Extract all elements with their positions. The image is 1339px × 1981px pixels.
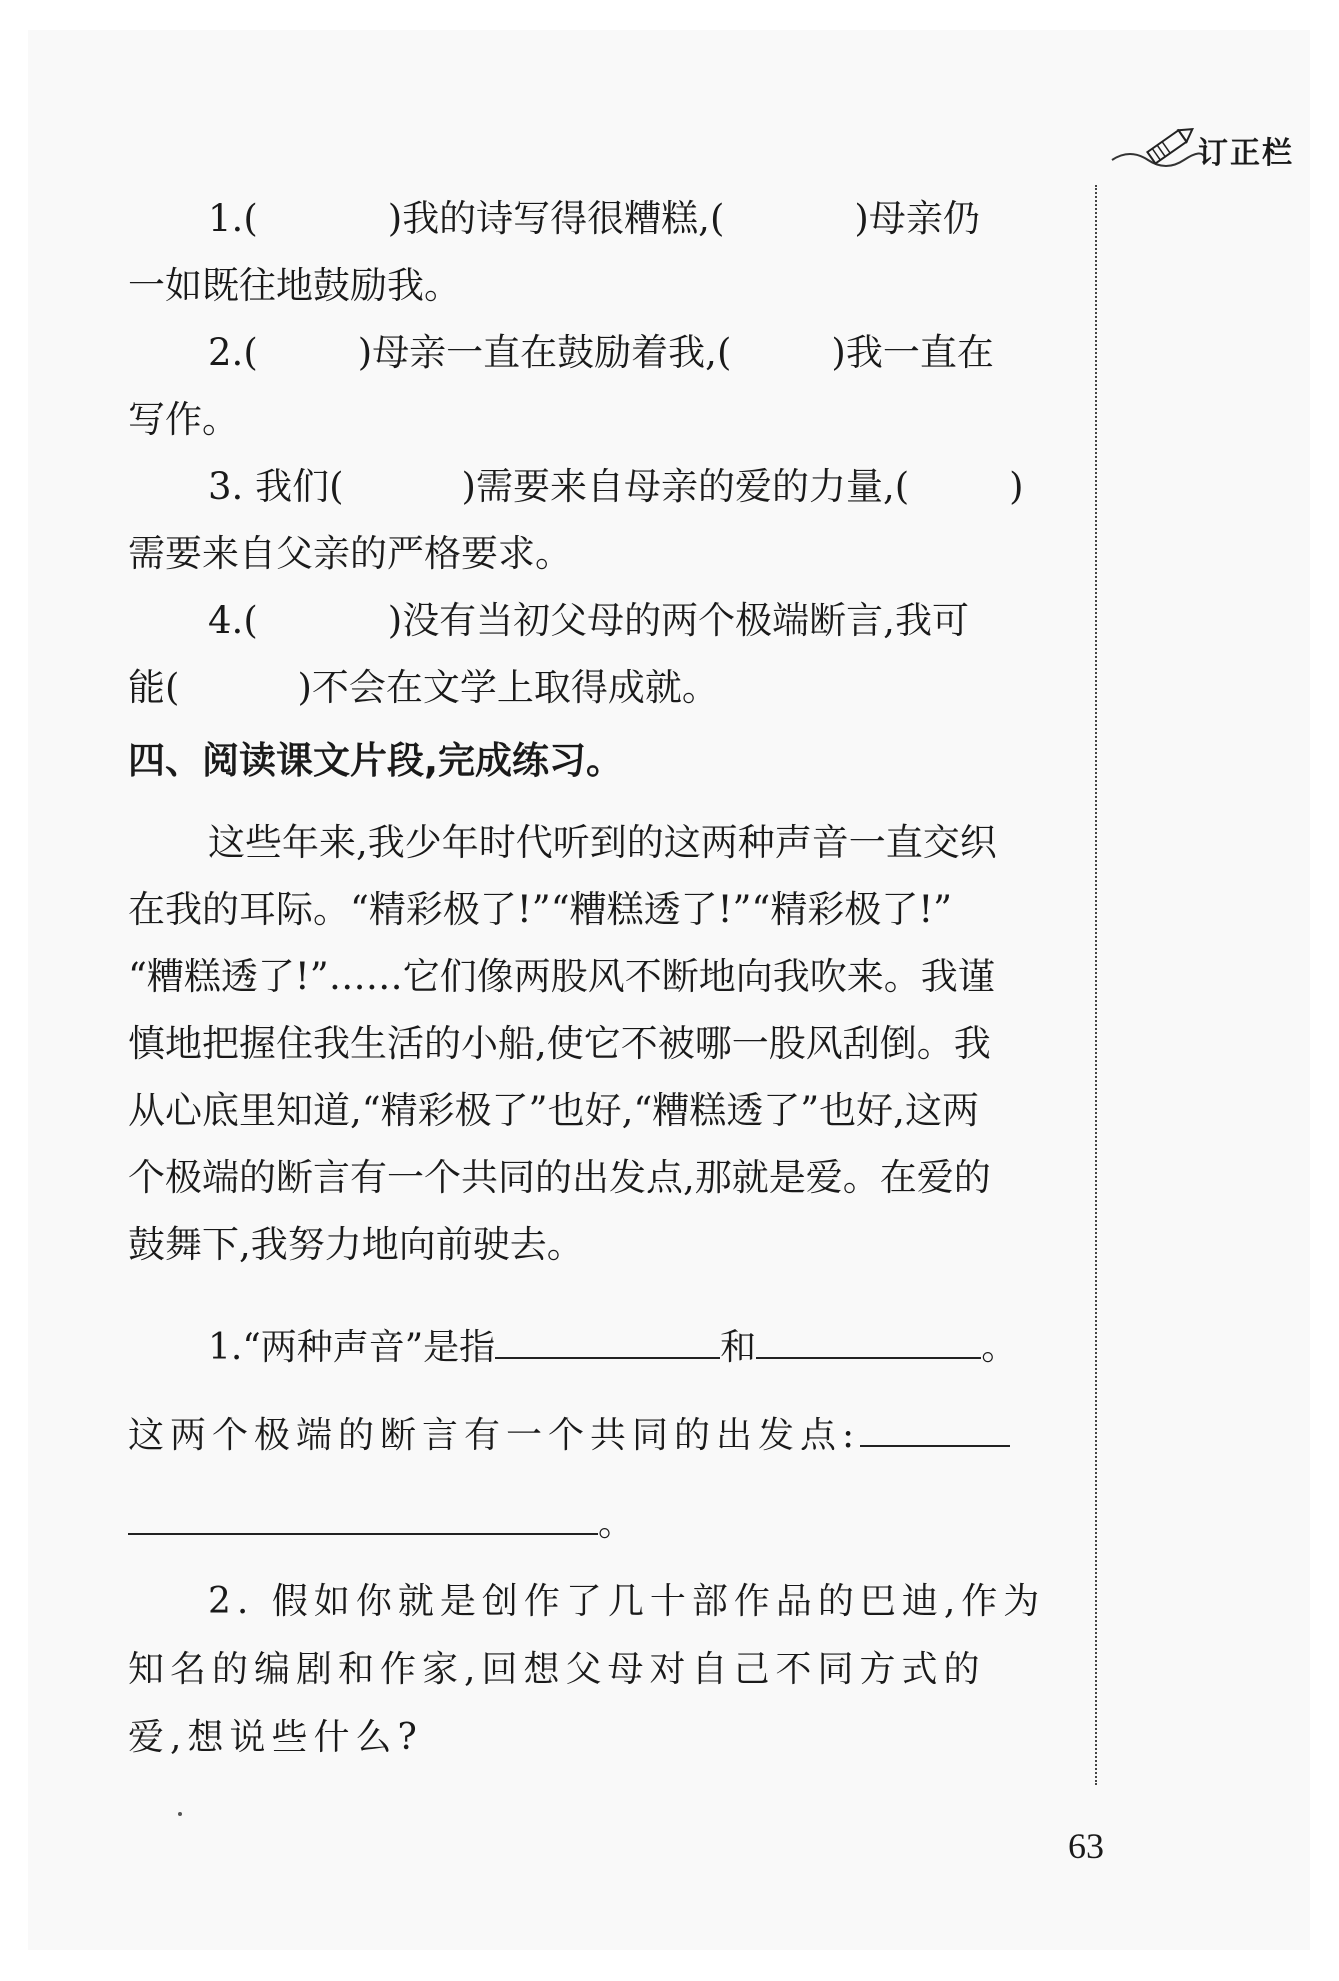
item-text: 能( <box>128 666 180 709</box>
question-2-line3: 爱,想说些什么? <box>128 1717 423 1758</box>
item-text: 不会在文学上取得成就。 <box>311 666 719 709</box>
item-text: 我一直在 <box>845 331 994 374</box>
paren-close: ) <box>1009 465 1024 508</box>
page-content <box>128 185 1078 1772</box>
item-number: 3. <box>208 465 244 508</box>
correction-column-header <box>1110 118 1320 178</box>
item-text: 我的诗写得很糟糕, <box>402 197 710 240</box>
fill-item-4 <box>128 587 1078 654</box>
passage-line: “糟糕透了!”……它们像两股风不断地向我吹来。我谨 <box>128 955 995 998</box>
question-text: “两种声音”是指 <box>242 1327 496 1368</box>
paren-close: ) <box>387 197 403 240</box>
fill-item-1-cont: 一如既往地鼓励我。 <box>128 264 461 307</box>
paren-close: ) <box>831 331 846 374</box>
page-number: 63 <box>1068 1826 1104 1866</box>
fill-item-2-cont: 写作。 <box>128 398 239 441</box>
fill-item-1 <box>128 185 1078 252</box>
item-number: 1. <box>208 197 244 240</box>
paren-close: ) <box>357 331 373 374</box>
paren-open: ( <box>243 599 258 642</box>
correction-column-label: 订正栏 <box>1198 136 1294 171</box>
passage-line: 这些年来,我少年时代听到的这两种声音一直交织 <box>208 821 997 864</box>
paren-open: ( <box>894 465 910 508</box>
question-number: 2. <box>208 1581 255 1622</box>
question-text: 假如你就是创作了几十部作品的巴迪,作为 <box>271 1581 1046 1622</box>
answer-line[interactable] <box>860 1409 1010 1447</box>
paren-open: ( <box>243 331 258 374</box>
paren-close: ) <box>297 666 312 709</box>
paren-close: ) <box>387 599 403 642</box>
item-number: 4. <box>208 599 244 642</box>
reading-passage <box>128 809 1078 1278</box>
question-1-line2 <box>128 1392 1078 1480</box>
correction-divider <box>1095 185 1097 1785</box>
passage-line: 慎地把握住我生活的小船,使它不被哪一股风刮倒。我 <box>128 1022 991 1065</box>
question-text: 和 <box>720 1327 757 1368</box>
item-text: 我们( <box>255 465 344 508</box>
fill-item-4-cont <box>128 654 1078 721</box>
fill-item-3 <box>128 453 1078 520</box>
item-text: 没有当初父母的两个极端断言,我可 <box>402 599 969 642</box>
punctuation: 。 <box>598 1503 635 1544</box>
question-1 <box>128 1304 1078 1392</box>
answer-line[interactable] <box>495 1321 720 1359</box>
question-1-line3 <box>128 1480 1078 1568</box>
passage-line: 鼓舞下,我努力地向前驶去。 <box>128 1223 584 1266</box>
passage-line: 从心底里知道,“精彩极了”也好,“糟糕透了”也好,这两 <box>128 1089 979 1132</box>
paren-close: ) <box>854 197 869 240</box>
item-number: 2. <box>208 331 244 374</box>
paren-open: ( <box>716 331 732 374</box>
paren-open: ( <box>709 197 725 240</box>
answer-line[interactable] <box>128 1497 598 1535</box>
question-text: 这两个极端的断言有一个共同的出发点: <box>128 1415 861 1456</box>
answer-line[interactable] <box>756 1321 981 1359</box>
question-number: 1. <box>208 1327 243 1368</box>
item-text: 需要来自母亲的爱的力量, <box>475 465 895 508</box>
paren-open: ( <box>243 197 258 240</box>
item-text: 母亲一直在鼓励着我, <box>372 331 717 374</box>
section-heading: 四、阅读课文片段,完成练习。 <box>128 739 624 782</box>
fill-item-3-cont: 需要来自父亲的严格要求。 <box>128 532 572 575</box>
passage-line: 在我的耳际。“精彩极了!”“糟糕透了!”“精彩极了!” <box>128 888 953 931</box>
fill-item-2 <box>128 319 1078 386</box>
question-2 <box>128 1568 1078 1636</box>
punctuation: 。 <box>981 1327 1018 1368</box>
print-mark <box>178 1812 182 1816</box>
passage-line: 个极端的断言有一个共同的出发点,那就是爱。在爱的 <box>128 1156 991 1199</box>
question-2-line2: 知名的编剧和作家,回想父母对自己不同方式的 <box>128 1649 986 1690</box>
item-text: 母亲仍 <box>868 197 980 240</box>
paren-close: ) <box>461 465 476 508</box>
